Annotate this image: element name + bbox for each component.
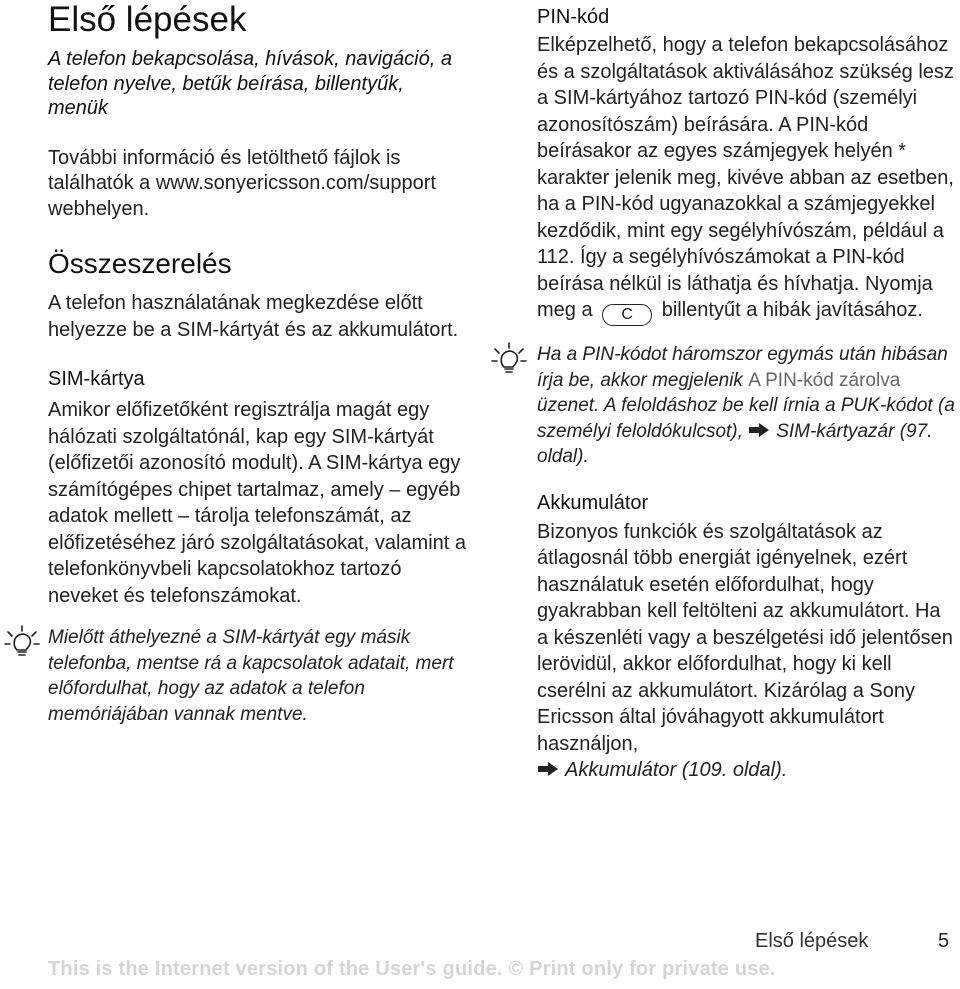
sim-lock-link[interactable]: SIM-kártyazár (97. oldal). xyxy=(537,420,933,467)
pin-text-1: Elképzelhető, hogy a telefon bekapcsolásához és a szolgáltatások aktiválásához szükség lesz a SIM-kártyához tartozó PIN-kód (személyi azonosítószám) beírására. A PIN-kód beírásakor az egyes számjegyek helyén * karakter jelenik meg, kivéve abban az esetben, ha a PIN-kód ugyanazokkal a számjegyekkel kezdődik, mint egy segélyhívószám, például a 112. Így a segélyhívószámokat a PIN-kód beírása nélkül is láthatja és hívhatja. Nyomja meg a xyxy=(537,34,954,321)
pin-text-2: billentyűt a hibák javításához. xyxy=(661,299,923,321)
battery-paragraph xyxy=(537,519,957,784)
chapter-subtitle: A telefon bekapcsolása, hívások, navigáció, a telefon nyelve, betűk beírása, billentyűk, menük xyxy=(48,48,452,119)
right-column xyxy=(537,0,957,784)
info-paragraph: További információ és letölthető fájlok is találhatók a www.sonyericsson.com/support webhelyen. xyxy=(48,146,436,220)
arrow-right-icon xyxy=(537,761,559,777)
footer-section-title: Első lépések xyxy=(755,930,869,952)
c-key-icon: C xyxy=(602,304,652,326)
lightbulb-icon xyxy=(2,623,42,663)
page-number: 5 xyxy=(938,930,950,952)
battery-link[interactable]: Akkumulátor (109. oldal). xyxy=(565,759,788,781)
battery-text: Bizonyos funkciók és szolgáltatások az átlagosnál több energiát igényelnek, ezért használatuk esetén előfordulhat, hogy gyakrabban kell feltölteni az akkumulátort. Ha a készenléti vagy a beszélgetési idő jelentősen lerövidül, akkor előfordulhat, hogy ki kell cserélni az akkumulátort. Kizárólag a Sony Ericsson által jóváhagyott akkumulátort használjon, xyxy=(537,520,953,755)
watermark-text: This is the Internet version of the User's guide. © Print only for private use. xyxy=(48,958,776,980)
left-column xyxy=(48,0,468,727)
pin-tip-text-2: üzenet. A feloldáshoz be kell írnia a PUK-kódot (a személyi feloldókulcsot), xyxy=(537,395,955,442)
sim-heading: SIM-kártya xyxy=(48,368,145,390)
sim-paragraph: Amikor előfizetőként regisztrálja magát egy hálózati szolgáltatónál, kap egy SIM-kártyát (előfizetői azonosító modult). A SIM-kártya egy számítógépes chipet tartalmaz, amely – egyéb adatok mellett – tárolja telefonszámát, az előfizetéséhez járó szolgáltatásokat, valamint a telefonkönyvbeli kapcsolatokhoz tartozó neveket és telefonszámokat. xyxy=(48,399,467,607)
sim-tip-text: Mielőtt áthelyezné a SIM-kártyát egy másik telefonba, mentse rá a kapcsolatok adatait, mert előfordulhat, hogy az adatok a telefon memóriájában vannak mentve. xyxy=(48,627,454,725)
assembly-paragraph: A telefon használatának megkezdése előtt helyezze be a SIM-kártyát és az akkumulátort. xyxy=(48,292,459,341)
lightbulb-icon xyxy=(489,340,529,380)
pin-paragraph xyxy=(537,32,957,326)
battery-heading: Akkumulátor xyxy=(537,491,649,514)
pin-tip-text-1: Ha a PIN-kódot háromszor egymás után hibásan írja be, akkor megjelenik xyxy=(537,344,948,391)
page-title: Első lépések xyxy=(48,0,247,39)
arrow-right-icon xyxy=(748,422,770,438)
pin-tip xyxy=(537,342,957,470)
pin-heading: PIN-kód xyxy=(537,6,610,28)
pin-locked-screen-text: A PIN-kód zárolva xyxy=(748,369,901,391)
assembly-heading: Összeszerelés xyxy=(48,248,232,279)
sim-tip xyxy=(48,625,468,727)
